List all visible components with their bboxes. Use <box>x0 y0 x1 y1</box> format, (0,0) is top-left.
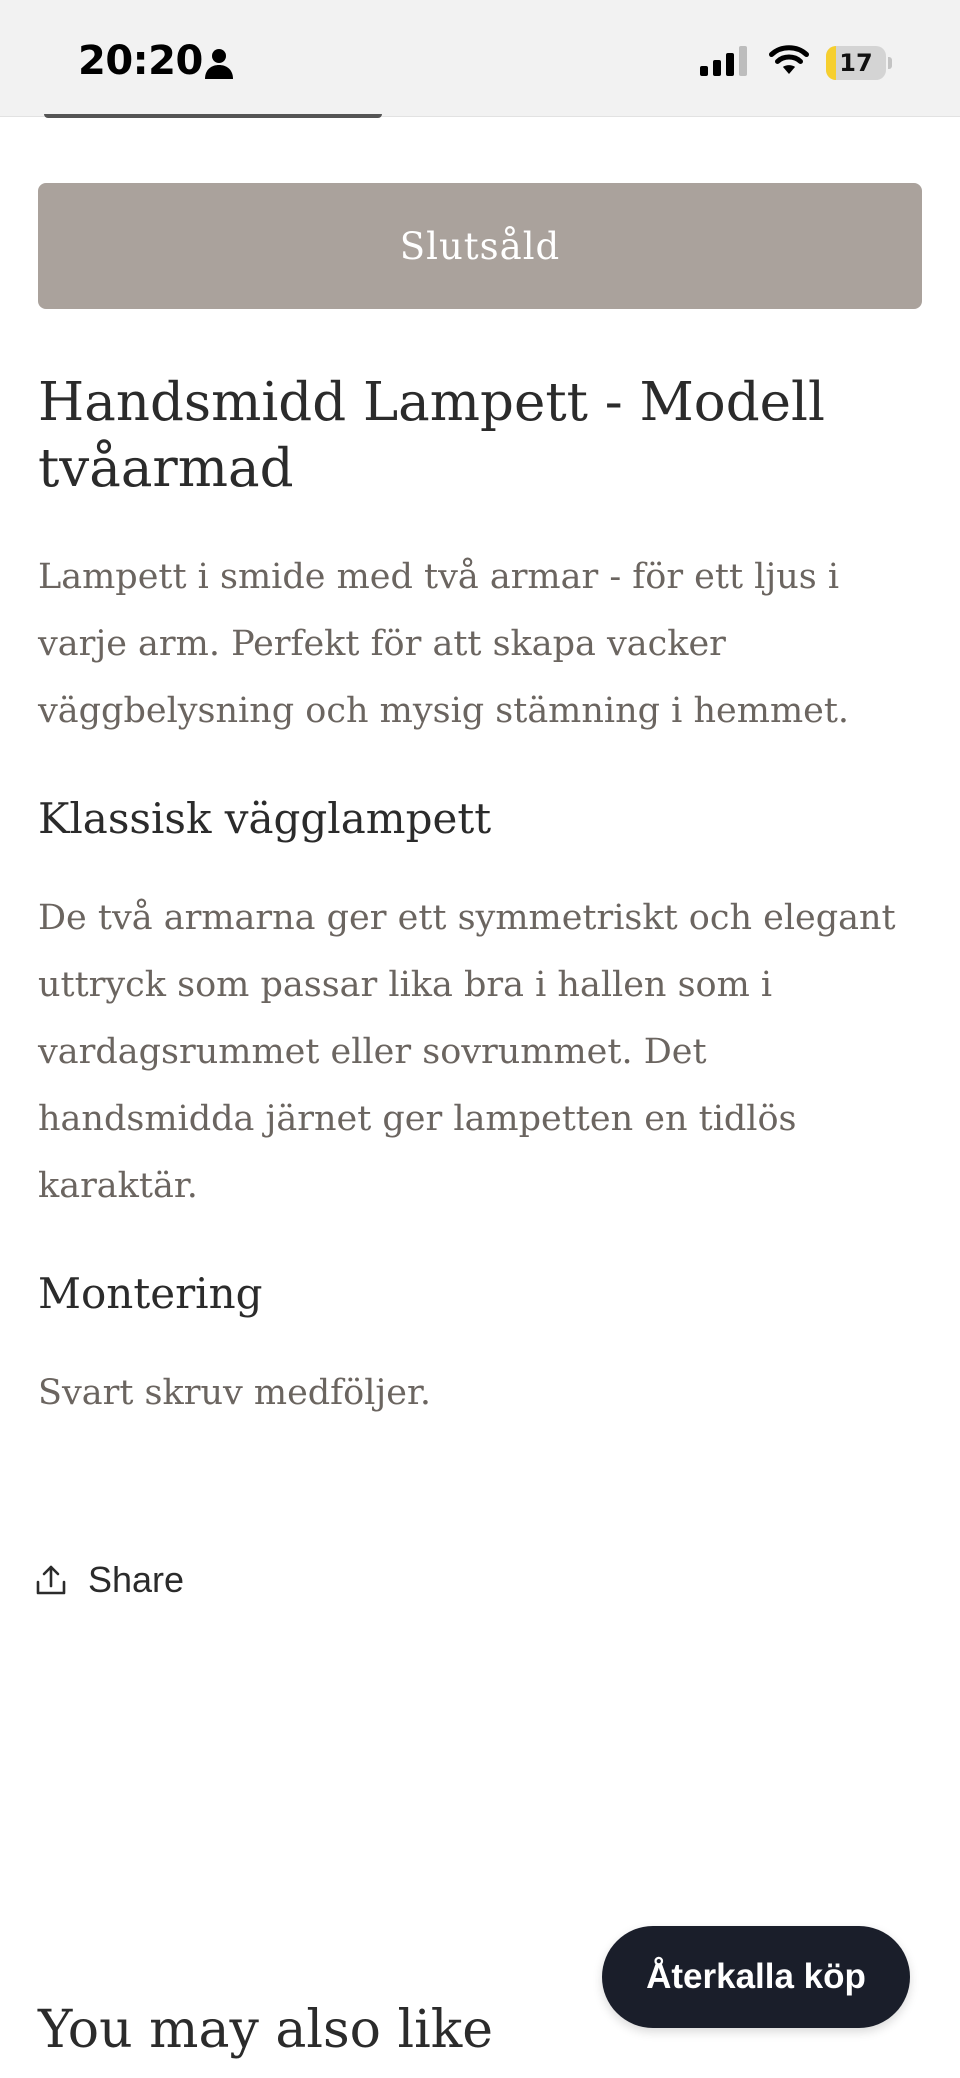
product-description <box>38 370 928 1475</box>
section-heading-mounting: Montering <box>38 1269 263 1318</box>
battery-icon <box>826 46 890 80</box>
person-icon <box>204 48 234 80</box>
status-time: 20:20 <box>78 38 203 84</box>
signal-icon <box>700 46 750 78</box>
status-bar <box>0 0 960 117</box>
product-intro: Lampett i smide med två armar - för ett ljus i varje arm. Perfekt för att skapa vacker väggbelysning och mysig stämning i hemmet. <box>38 557 850 731</box>
sold-out-button[interactable]: Slutsåld <box>38 183 922 309</box>
section-text-mounting: Svart skruv medföljer. <box>38 1373 431 1413</box>
battery-tip <box>888 57 892 69</box>
share-label: Share <box>88 1559 185 1600</box>
cropped-element-edge <box>44 114 382 118</box>
related-products-heading: You may also like <box>38 2000 494 2060</box>
share-button[interactable] <box>34 1555 184 1605</box>
revoke-purchase-button[interactable]: Återkalla köp <box>602 1926 910 2028</box>
section-heading-classic: Klassisk vägglampett <box>38 794 492 843</box>
wifi-icon <box>768 44 810 78</box>
product-title: Handsmidd Lampett - Modell tvåarmad <box>38 372 825 499</box>
battery-body <box>826 46 886 80</box>
share-icon <box>34 1563 68 1597</box>
section-text-classic: De två armarna ger ett symmetriskt och elegant uttryck som passar lika bra i hallen som i vardagsrummet eller sovrummet. Det handsmidda järnet ger lampetten en tidlös karaktär. <box>38 898 896 1206</box>
battery-level: 17 <box>839 49 873 77</box>
